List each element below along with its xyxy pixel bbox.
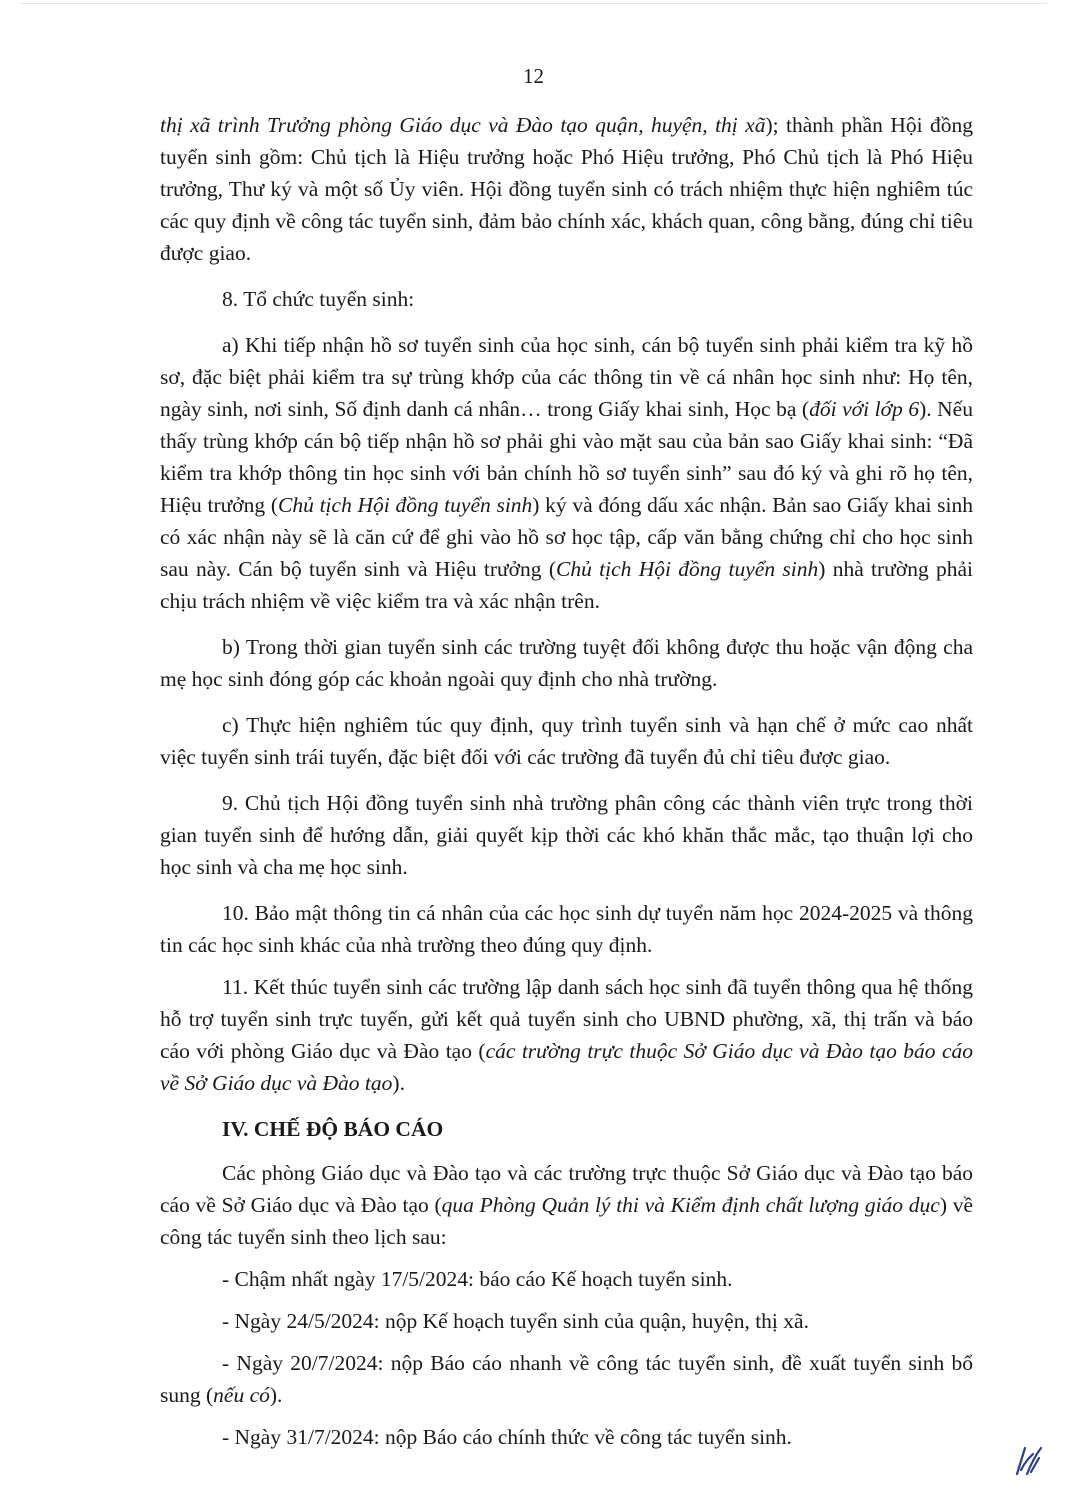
item-8-heading: 8. Tổ chức tuyển sinh: <box>222 287 415 311</box>
intro-paragraph: thị xã trình Trưởng phòng Giáo dục và Đào tạo quận, huyện, thị xã); thành phần Hội đồng tuyển sinh gồm: Chủ tịch là Hiệu trưởng hoặc Phó Hiệu trưởng, Phó Chủ tịch là Phó Hiệu trưởng, Thư ký và một số Ủy viên. Hội đồng tuyển sinh có trách nhiệm thực hiện nghiêm túc các quy định về công tác tuyển sinh, đảm bảo chính xác, khách quan, công bằng, đúng chỉ tiêu được giao. <box>160 113 973 265</box>
item-8c-paragraph: c) Thực hiện nghiêm túc quy định, quy trình tuyển sinh và hạn chế ở mức cao nhất việc tuyển sinh trái tuyến, đặc biệt đối với các trường đã tuyển đủ chỉ tiêu được giao. <box>160 713 973 769</box>
item-9-paragraph: 9. Chủ tịch Hội đồng tuyển sinh nhà trường phân công các thành viên trực trong thời gian tuyển sinh để hướng dẫn, giải quyết kịp thời các khó khăn thắc mắc, tạo thuận lợi cho học sinh và cha mẹ học sinh. <box>160 791 973 879</box>
schedule-item: - Chậm nhất ngày 17/5/2024: báo cáo Kế hoạch tuyển sinh. <box>222 1267 733 1291</box>
item-8a-paragraph: a) Khi tiếp nhận hồ sơ tuyển sinh của học sinh, cán bộ tuyển sinh phải kiểm tra kỹ hồ sơ, đặc biệt phải kiểm tra sự trùng khớp của các thông tin về cá nhân học sinh như: Họ tên, ngày sinh, nơi sinh, Số định danh cá nhân… trong Giấy khai sinh, Học bạ (đối với lớp 6). Nếu thấy trùng khớp cán bộ tiếp nhận hồ sơ phải ghi vào mặt sau của bản sao Giấy khai sinh: “Đã kiểm tra khớp thông tin học sinh với bản chính hồ sơ tuyển sinh” sau đó ký và ghi rõ họ tên, Hiệu trưởng (Chủ tịch Hội đồng tuyển sinh) ký và đóng dấu xác nhận. Bản sao Giấy khai sinh có xác nhận này sẽ là căn cứ để ghi vào hồ sơ học tập, cấp văn bằng chứng chỉ cho học sinh sau này. Cán bộ tuyển sinh và Hiệu trưởng (Chủ tịch Hội đồng tuyển sinh) nhà trường phải chịu trách nhiệm về việc kiểm tra và xác nhận trên. <box>160 333 974 613</box>
schedule-item: - Ngày 24/5/2024: nộp Kế hoạch tuyển sinh của quận, huyện, thị xã. <box>222 1309 809 1333</box>
document-body <box>160 109 973 1463</box>
item-10-paragraph: 10. Bảo mật thông tin cá nhân của các học sinh dự tuyển năm học 2024-2025 và thông tin các học sinh khác của nhà trường theo đúng quy định. <box>160 901 973 957</box>
page-number: 12 <box>523 64 544 88</box>
handwritten-initials-icon <box>1013 1444 1045 1478</box>
item-11-paragraph: 11. Kết thúc tuyển sinh các trường lập danh sách học sinh đã tuyển thông qua hệ thống hỗ trợ tuyển sinh trực tuyến, gửi kết quả tuyển sinh cho UBND phường, xã, thị trấn và báo cáo với phòng Giáo dục và Đào tạo (các trường trực thuộc Sở Giáo dục và Đào tạo báo cáo về Sở Giáo dục và Đào tạo). <box>160 975 973 1095</box>
intro-italic: thị xã trình Trưởng phòng Giáo dục và Đào tạo quận, huyện, thị xã <box>160 113 766 137</box>
section-4-heading: IV. CHẾ ĐỘ BÁO CÁO <box>222 1117 444 1141</box>
schedule-item: - Ngày 31/7/2024: nộp Báo cáo chính thức về công tác tuyển sinh. <box>222 1425 792 1449</box>
scan-top-edge <box>20 3 1047 4</box>
item-8b-paragraph: b) Trong thời gian tuyển sinh các trường tuyệt đối không được thu hoặc vận động cha mẹ học sinh đóng góp các khoản ngoài quy định cho nhà trường. <box>160 635 973 691</box>
schedule-item: - Ngày 20/7/2024: nộp Báo cáo nhanh về công tác tuyển sinh, đề xuất tuyển sinh bổ sung (nếu có). <box>160 1351 973 1407</box>
section-4-intro: Các phòng Giáo dục và Đào tạo và các trường trực thuộc Sở Giáo dục và Đào tạo báo cáo về Sở Giáo dục và Đào tạo (qua Phòng Quản lý thi và Kiểm định chất lượng giáo dục) về công tác tuyển sinh theo lịch sau: <box>160 1161 974 1249</box>
